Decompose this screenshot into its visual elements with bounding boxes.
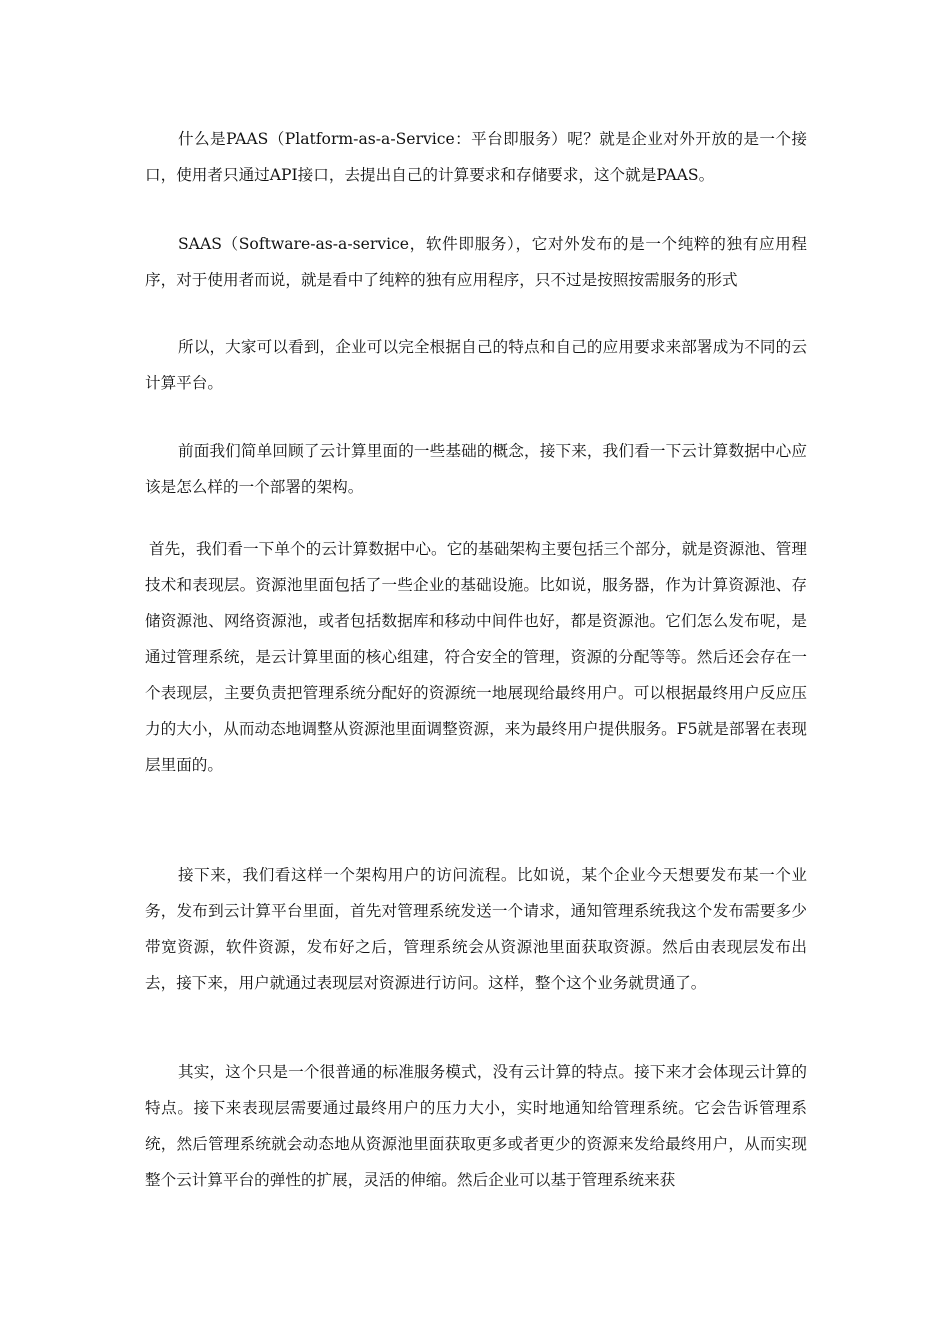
paragraph-single-datacenter: 首先，我们看一下单个的云计算数据中心。它的基础架构主要包括三个部分，就是资源池、管理技术和表现层。资源池里面包括了一些企业的基础设施。比如说，服务器，作为计算资源池、存储资源池、网络资源池，或者包括数据库和移动中间件也好，都是资源池。它们怎么发布呢，是通过管理系统，是云计算里面的核心组建，符合安全的管理，资源的分配等等。然后还会存在一个表现层，主要负责把管理系统分配好的资源统一地展现给最终用户。可以根据最终用户反应压力的大小，从而动态地调整从资源池里面调整资源，来为最终用户提供服务。F5就是部署在表现层里面的。 bbox=[145, 540, 807, 774]
paragraph-saas-definition: SAAS（Software-as-a-service，软件即服务），它对外发布的是一个纯粹的独有应用程序，对于使用者而说，就是看中了纯粹的独有应用程序，只不过是按照按需服务的形式 bbox=[145, 235, 807, 289]
paragraph-paas-definition: 什么是PAAS（Platform-as-a-Service：平台即服务）呢？就是企业对外开放的是一个接口，使用者只通过API接口，去提出自己的计算要求和存储要求，这个就是PAAS。 bbox=[145, 130, 807, 184]
paragraph-deployment-summary: 所以，大家可以看到，企业可以完全根据自己的特点和自己的应用要求来部署成为不同的云计算平台。 bbox=[145, 338, 807, 392]
paragraph-cloud-elasticity: 其实，这个只是一个很普通的标准服务模式，没有云计算的特点。接下来才会体现云计算的特点。接下来表现层需要通过最终用户的压力大小，实时地通知给管理系统。它会告诉管理系统，然后管理系统就会动态地从资源池里面获取更多或者更少的资源来发给最终用户，从而实现整个云计算平台的弹性的扩展，灵活的伸缩。然后企业可以基于管理系统来获 bbox=[145, 1063, 807, 1189]
paragraph-architecture-intro: 前面我们简单回顾了云计算里面的一些基础的概念，接下来，我们看一下云计算数据中心应该是怎么样的一个部署的架构。 bbox=[145, 442, 807, 496]
paragraph-access-flow: 接下来，我们看这样一个架构用户的访问流程。比如说，某个企业今天想要发布某一个业务，发布到云计算平台里面，首先对管理系统发送一个请求，通知管理系统我这个发布需要多少带宽资源，软件资源，发布好之后，管理系统会从资源池里面获取资源。然后由表现层发布出去，接下来，用户就通过表现层对资源进行访问。这样，整个这个业务就贯通了。 bbox=[145, 866, 807, 992]
